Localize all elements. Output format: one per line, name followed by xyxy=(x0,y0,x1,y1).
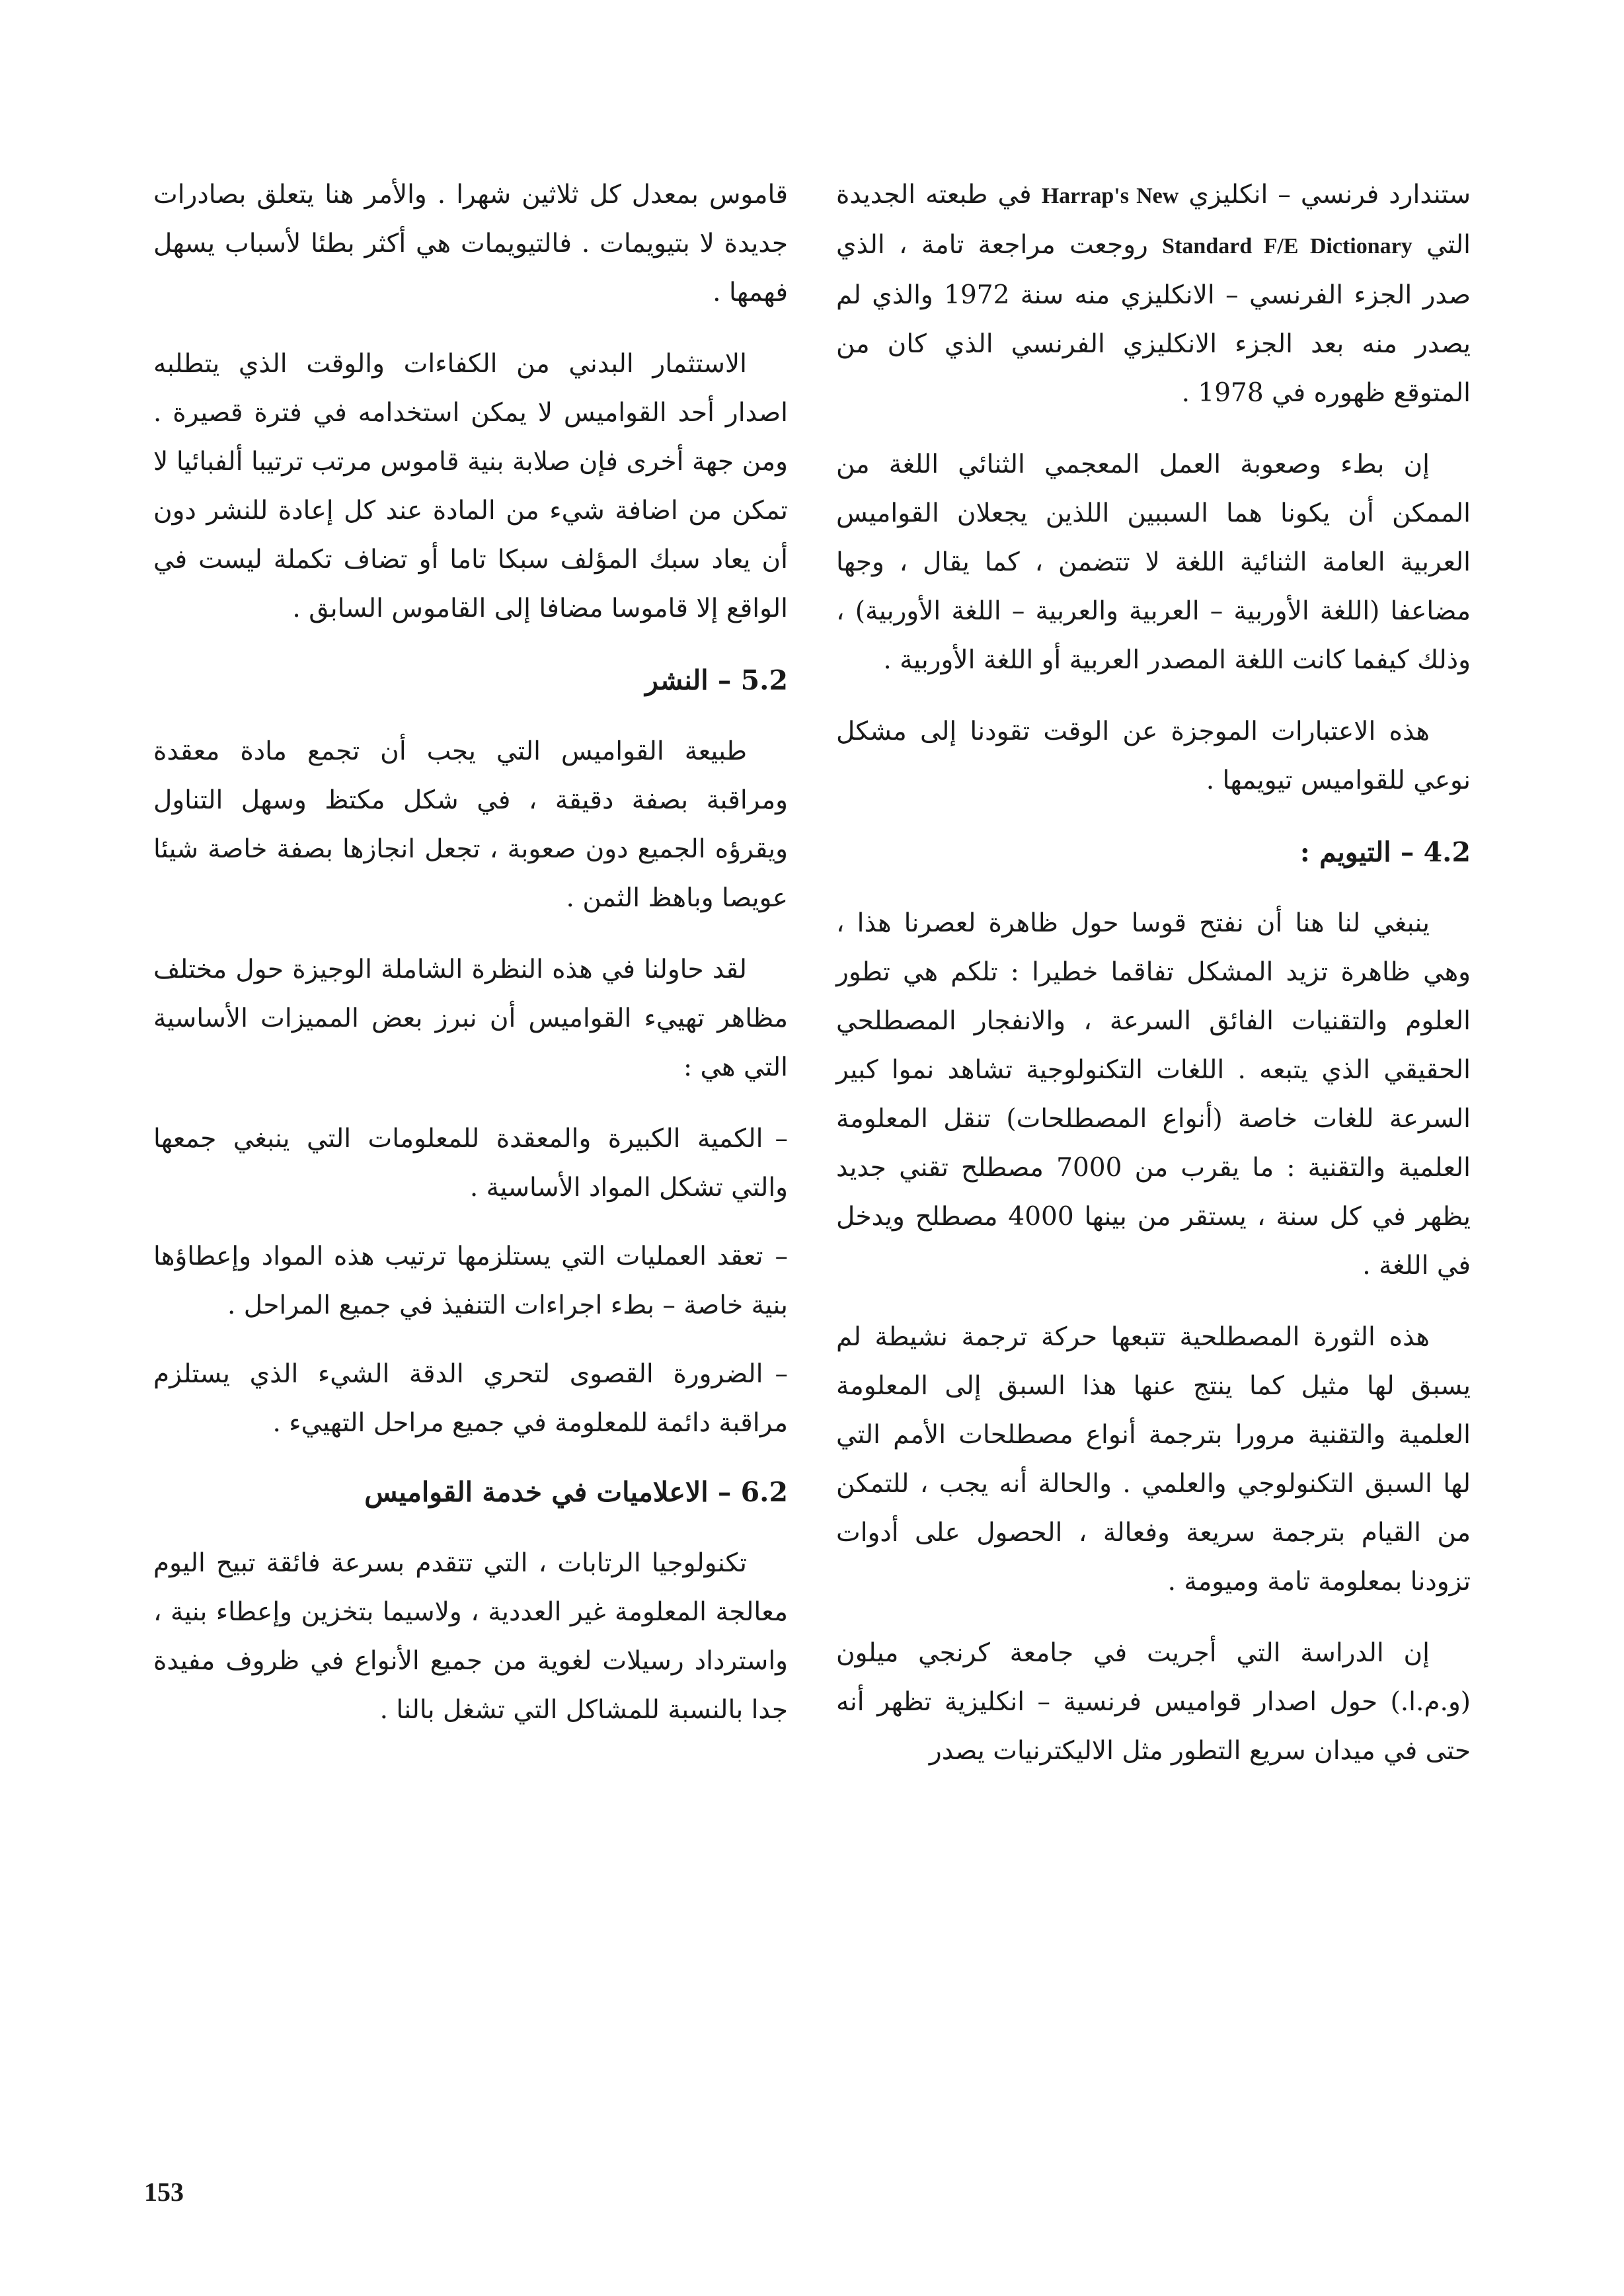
dash-bullet: – xyxy=(775,1124,788,1154)
left-column xyxy=(153,171,788,1757)
left-paragraph-2: الاستثمار البدني من الكفاءات والوقت الذي يتطلبه اصدار أحد القواميس لا يمكن استخدامه في فترة قصيرة . ومن جهة أخرى فإن صلابة بنية قاموس مرتب ترتيبا ألفبائيا لا تمكن من اضافة شيء من المادة عند كل إعادة للنشر دون أن يعاد سبك المؤلف سبكا تاما أو تضاف تكملة ليست في الواقع إلا قاموسا مضافا إلى القاموس السابق . xyxy=(153,349,788,623)
page-number: 153 xyxy=(144,2177,184,2207)
left-paragraph-1: قاموس بمعدل كل ثلاثين شهرا . والأمر هنا يتعلق بصادرات جديدة لا بتيويمات . فالتيويمات هي أكثر بطئا لأسباب يسهل فهمها . xyxy=(153,180,788,307)
left-paragraph-5: تكنولوجيا الرتابات ، التي تتقدم بسرعة فائقة تبيح اليوم معالجة المعلومة غير العددية ، ولاسيما بتخزين وإعطاء بنية ، واسترداد رسيلات لغوية من جميع الأنواع في ظروف مفيدة جدا بالنسبة للمشاكل التي تشغل بالنا . xyxy=(153,1548,788,1725)
section-heading-5-2: 5.2 – النشر xyxy=(645,664,788,696)
dash-bullet: – xyxy=(775,1359,788,1389)
right-column xyxy=(836,171,1471,1798)
list-item: –الضرورة القصوى لتحري الدقة الشيء الذي يستلزم مراقبة دائمة للمعلومة في جميع مراحل التهييء . xyxy=(153,1359,788,1438)
section-heading-4-2: 4.2 – التيويم : xyxy=(1299,836,1471,868)
dictionary-title: Standard F/E Dictionary xyxy=(1162,234,1412,258)
right-paragraph-5: هذه الثورة المصطلحية تتبعها حركة ترجمة نشيطة لم يسبق لها مثيل كما ينتج عنها هذا السبق إلى المعلومة العلمية والتقنية مرورا بترجمة أنواع مصطلحات الأمم التي لها السبق التكنولوجي والعلمي . والحالة أنه يجب ، للتمكن من القيام بترجمة سريعة وفعالة ، الحصول على أدوات تزودنا بمعلومة تامة وميومة . xyxy=(836,1322,1471,1597)
right-paragraph-2: إن بطء وصعوبة العمل المعجمي الثنائي اللغة من الممكن أن يكونا هما السببين اللذين يجعلان القواميس العربية العامة الثنائية اللغة لا تتضمن ، كما يقال ، وجها مضاعفا (اللغة الأوربية – العربية والعربية – اللغة الأوربية) ، وذلك كيفما كانت اللغة المصدر العربية أو اللغة الأوربية . xyxy=(836,450,1471,675)
right-paragraph-4: ينبغي لنا هنا أن نفتح قوسا حول ظاهرة لعصرنا هذا ، وهي ظاهرة تزيد المشكل تفاقما خطيرا : تلكم هي تطور العلوم والتقنيات الفائق السرعة ، والانفجار المصطلحي الحقيقي الذي يتبعه . اللغات التكنولوجية تشاهد نموا كبير السرعة للغات خاصة (أنواع المصطلحات) تنقل المعلومة العلمية والتقنية : ما يقرب من 7000 مصطلح تقني جديد يظهر في كل سنة ، يستقر من بينها 4000 مصطلح ويدخل في اللغة . xyxy=(836,908,1471,1281)
right-paragraph-1: ستندارد فرنسي – انكليزي Harrap's New في طبعته الجديدة التي Standard F/E Dictionary روجعت مراجعة تامة ، الذي صدر الجزء الفرنسي – الانكليزي منه سنة 1972 والذي لم يصدر منه بعد الجزء الانكليزي الفرنسي الذي كان من المتوقع ظهوره في 1978 . xyxy=(836,180,1471,408)
harraps-title: Harrap's New xyxy=(1041,184,1179,208)
list-item: –الكمية الكبيرة والمعقدة للمعلومات التي ينبغي جمعها والتي تشكل المواد الأساسية . xyxy=(153,1124,788,1203)
left-paragraph-4: لقد حاولنا في هذه النظرة الشاملة الوجيزة حول مختلف مظاهر تهييء القواميس أن نبرز بعض المميزات الأساسية التي هي : xyxy=(153,955,788,1082)
dash-bullet: – xyxy=(775,1242,788,1271)
right-paragraph-3: هذه الاعتبارات الموجزة عن الوقت تقودنا إلى مشكل نوعي للقواميس تيويمها . xyxy=(836,717,1471,795)
right-paragraph-6: إن الدراسة التي أجريت في جامعة كرنجي ميلون (و.م.ا.) حول اصدار قواميس فرنسية – انكليزية تظهر أنه حتى في ميدان سريع التطور مثل الاليكترنيات يصدر xyxy=(836,1638,1471,1766)
section-heading-6-2: 6.2 – الاعلاميات في خدمة القواميس xyxy=(364,1476,788,1508)
left-paragraph-3: طبيعة القواميس التي يجب أن تجمع مادة معقدة ومراقبة بصفة دقيقة ، في شكل مكتظ وسهل التناول ويقرؤه الجميع دون صعوبة ، تجعل انجازها بصفة خاصة شيئا عويصا وباهظ الثمن . xyxy=(153,736,788,913)
list-item: –تعقد العمليات التي يستلزمها ترتيب هذه المواد وإعطاؤها بنية خاصة – بطء اجراءات التنفيذ في جميع المراحل . xyxy=(153,1242,788,1320)
